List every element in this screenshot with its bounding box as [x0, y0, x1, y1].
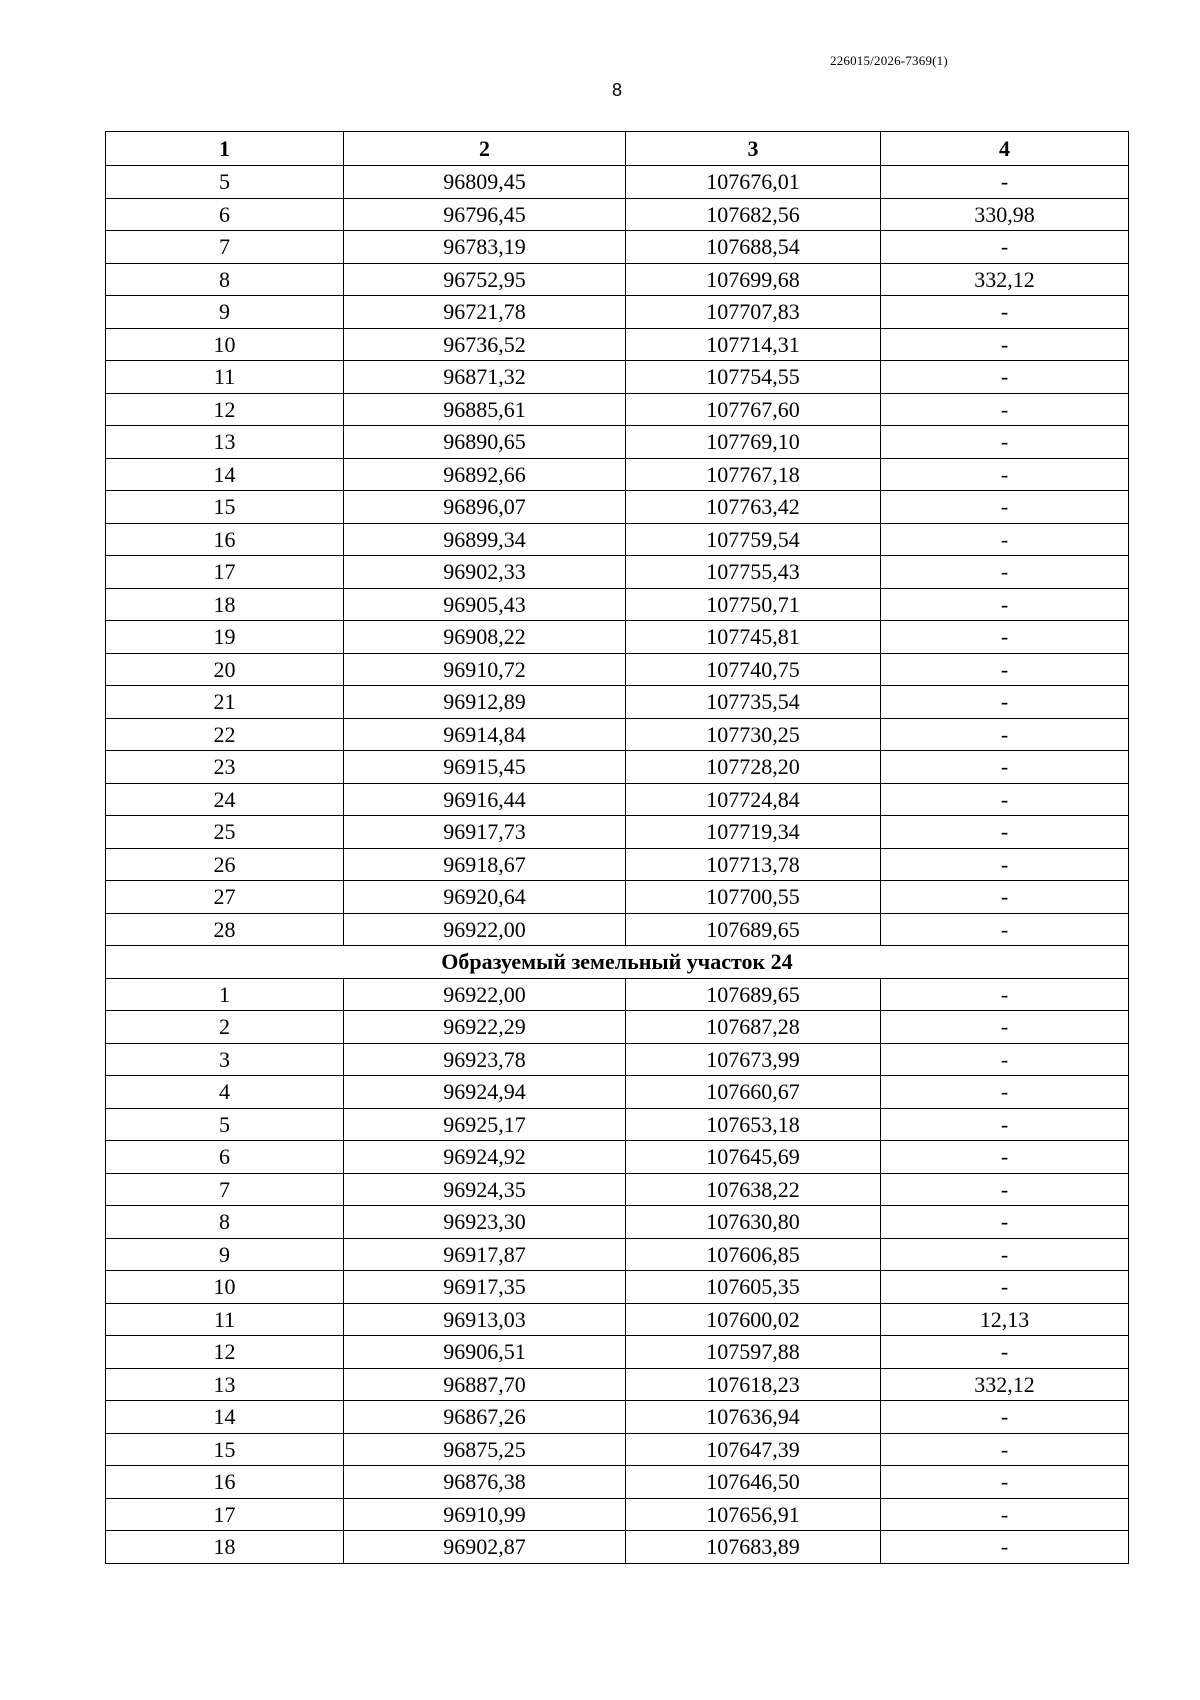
x-coordinate-cell: 96896,07 — [344, 491, 626, 524]
x-coordinate-cell: 96916,44 — [344, 783, 626, 816]
x-coordinate-cell: 96906,51 — [344, 1336, 626, 1369]
value-cell: 330,98 — [881, 198, 1129, 231]
y-coordinate-cell: 107606,85 — [626, 1238, 881, 1271]
value-cell: 332,12 — [881, 263, 1129, 296]
value-cell: - — [881, 1498, 1129, 1531]
value-cell: - — [881, 848, 1129, 881]
table-row — [106, 653, 1129, 686]
x-coordinate-cell: 96910,72 — [344, 653, 626, 686]
table-row — [106, 1531, 1129, 1564]
point-number-cell: 3 — [106, 1043, 344, 1076]
table-row — [106, 1336, 1129, 1369]
value-cell: - — [881, 1238, 1129, 1271]
section-title-row — [106, 946, 1129, 979]
x-coordinate-cell: 96875,25 — [344, 1433, 626, 1466]
y-coordinate-cell: 107707,83 — [626, 296, 881, 329]
table-row — [106, 1401, 1129, 1434]
x-coordinate-cell: 96914,84 — [344, 718, 626, 751]
y-coordinate-cell: 107638,22 — [626, 1173, 881, 1206]
value-cell: - — [881, 588, 1129, 621]
table-body — [106, 166, 1129, 1564]
value-cell: - — [881, 751, 1129, 784]
point-number-cell: 27 — [106, 881, 344, 914]
y-coordinate-cell: 107700,55 — [626, 881, 881, 914]
y-coordinate-cell: 107699,68 — [626, 263, 881, 296]
y-coordinate-cell: 107724,84 — [626, 783, 881, 816]
x-coordinate-cell: 96923,30 — [344, 1206, 626, 1239]
x-coordinate-cell: 96885,61 — [344, 393, 626, 426]
point-number-cell: 6 — [106, 1141, 344, 1174]
x-coordinate-cell: 96736,52 — [344, 328, 626, 361]
value-cell: - — [881, 523, 1129, 556]
y-coordinate-cell: 107728,20 — [626, 751, 881, 784]
x-coordinate-cell: 96915,45 — [344, 751, 626, 784]
value-cell: - — [881, 556, 1129, 589]
page-number: 8 — [612, 80, 623, 100]
point-number-cell: 4 — [106, 1076, 344, 1109]
table-row — [106, 718, 1129, 751]
y-coordinate-cell: 107714,31 — [626, 328, 881, 361]
point-number-cell: 15 — [106, 1433, 344, 1466]
y-coordinate-cell: 107660,67 — [626, 1076, 881, 1109]
value-cell: - — [881, 1076, 1129, 1109]
x-coordinate-cell: 96917,73 — [344, 816, 626, 849]
table-header — [106, 132, 1129, 166]
value-cell: - — [881, 686, 1129, 719]
table-row — [106, 1271, 1129, 1304]
point-number-cell: 17 — [106, 556, 344, 589]
point-number-cell: 6 — [106, 198, 344, 231]
header-row — [106, 132, 1129, 166]
value-cell: - — [881, 426, 1129, 459]
point-number-cell: 13 — [106, 426, 344, 459]
table-row — [106, 621, 1129, 654]
x-coordinate-cell: 96876,38 — [344, 1466, 626, 1499]
y-coordinate-cell: 107605,35 — [626, 1271, 881, 1304]
x-coordinate-cell: 96887,70 — [344, 1368, 626, 1401]
point-number-cell: 16 — [106, 1466, 344, 1499]
table-row — [106, 1108, 1129, 1141]
value-cell: - — [881, 1466, 1129, 1499]
x-coordinate-cell: 96902,87 — [344, 1531, 626, 1564]
table-row — [106, 296, 1129, 329]
table-row — [106, 393, 1129, 426]
table-row — [106, 816, 1129, 849]
table-row — [106, 458, 1129, 491]
table-row — [106, 1238, 1129, 1271]
y-coordinate-cell: 107647,39 — [626, 1433, 881, 1466]
value-cell: - — [881, 361, 1129, 394]
point-number-cell: 26 — [106, 848, 344, 881]
y-coordinate-cell: 107653,18 — [626, 1108, 881, 1141]
x-coordinate-cell: 96902,33 — [344, 556, 626, 589]
table-row — [106, 1173, 1129, 1206]
value-cell: - — [881, 296, 1129, 329]
table-row — [106, 1368, 1129, 1401]
table-row — [106, 231, 1129, 264]
table-row — [106, 1011, 1129, 1044]
y-coordinate-cell: 107763,42 — [626, 491, 881, 524]
point-number-cell: 21 — [106, 686, 344, 719]
point-number-cell: 23 — [106, 751, 344, 784]
y-coordinate-cell: 107600,02 — [626, 1303, 881, 1336]
value-cell: - — [881, 1336, 1129, 1369]
value-cell: - — [881, 1206, 1129, 1239]
y-coordinate-cell: 107750,71 — [626, 588, 881, 621]
x-coordinate-cell: 96917,35 — [344, 1271, 626, 1304]
y-coordinate-cell: 107740,75 — [626, 653, 881, 686]
table-row — [106, 426, 1129, 459]
value-cell: - — [881, 783, 1129, 816]
value-cell: - — [881, 653, 1129, 686]
table-row — [106, 913, 1129, 946]
x-coordinate-cell: 96923,78 — [344, 1043, 626, 1076]
value-cell: - — [881, 1433, 1129, 1466]
table-row — [106, 198, 1129, 231]
point-number-cell: 12 — [106, 393, 344, 426]
y-coordinate-cell: 107735,54 — [626, 686, 881, 719]
point-number-cell: 22 — [106, 718, 344, 751]
point-number-cell: 18 — [106, 588, 344, 621]
y-coordinate-cell: 107719,34 — [626, 816, 881, 849]
x-coordinate-cell: 96922,00 — [344, 978, 626, 1011]
y-coordinate-cell: 107688,54 — [626, 231, 881, 264]
x-coordinate-cell: 96920,64 — [344, 881, 626, 914]
x-coordinate-cell: 96922,00 — [344, 913, 626, 946]
y-coordinate-cell: 107689,65 — [626, 978, 881, 1011]
value-cell: - — [881, 1011, 1129, 1044]
y-coordinate-cell: 107645,69 — [626, 1141, 881, 1174]
header-cell-col-2: 2 — [344, 132, 626, 166]
table-row — [106, 361, 1129, 394]
table-row — [106, 881, 1129, 914]
value-cell: - — [881, 1108, 1129, 1141]
point-number-cell: 16 — [106, 523, 344, 556]
value-cell: - — [881, 1141, 1129, 1174]
point-number-cell: 5 — [106, 1108, 344, 1141]
y-coordinate-cell: 107713,78 — [626, 848, 881, 881]
x-coordinate-cell: 96922,29 — [344, 1011, 626, 1044]
y-coordinate-cell: 107646,50 — [626, 1466, 881, 1499]
table-row — [106, 783, 1129, 816]
value-cell: - — [881, 491, 1129, 524]
y-coordinate-cell: 107636,94 — [626, 1401, 881, 1434]
table-row — [106, 1433, 1129, 1466]
y-coordinate-cell: 107689,65 — [626, 913, 881, 946]
point-number-cell: 11 — [106, 1303, 344, 1336]
table-row — [106, 848, 1129, 881]
y-coordinate-cell: 107618,23 — [626, 1368, 881, 1401]
value-cell: - — [881, 231, 1129, 264]
x-coordinate-cell: 96752,95 — [344, 263, 626, 296]
x-coordinate-cell: 96917,87 — [344, 1238, 626, 1271]
point-number-cell: 19 — [106, 621, 344, 654]
section-title: Образуемый земельный участок 24 — [106, 946, 1129, 979]
header-cell-col-3: 3 — [626, 132, 881, 166]
value-cell: - — [881, 1043, 1129, 1076]
value-cell: - — [881, 913, 1129, 946]
point-number-cell: 17 — [106, 1498, 344, 1531]
point-number-cell: 10 — [106, 328, 344, 361]
x-coordinate-cell: 96912,89 — [344, 686, 626, 719]
x-coordinate-cell: 96809,45 — [344, 166, 626, 199]
point-number-cell: 28 — [106, 913, 344, 946]
y-coordinate-cell: 107683,89 — [626, 1531, 881, 1564]
table-row — [106, 1206, 1129, 1239]
point-number-cell: 14 — [106, 1401, 344, 1434]
point-number-cell: 10 — [106, 1271, 344, 1304]
y-coordinate-cell: 107769,10 — [626, 426, 881, 459]
x-coordinate-cell: 96783,19 — [344, 231, 626, 264]
value-cell: - — [881, 621, 1129, 654]
table-row — [106, 1303, 1129, 1336]
table-row — [106, 523, 1129, 556]
x-coordinate-cell: 96925,17 — [344, 1108, 626, 1141]
value-cell: - — [881, 718, 1129, 751]
point-number-cell: 2 — [106, 1011, 344, 1044]
point-number-cell: 5 — [106, 166, 344, 199]
value-cell: - — [881, 458, 1129, 491]
value-cell: - — [881, 1173, 1129, 1206]
point-number-cell: 20 — [106, 653, 344, 686]
x-coordinate-cell: 96924,92 — [344, 1141, 626, 1174]
point-number-cell: 1 — [106, 978, 344, 1011]
y-coordinate-cell: 107676,01 — [626, 166, 881, 199]
y-coordinate-cell: 107687,28 — [626, 1011, 881, 1044]
x-coordinate-cell: 96924,94 — [344, 1076, 626, 1109]
value-cell: - — [881, 978, 1129, 1011]
header-cell-col-4: 4 — [881, 132, 1129, 166]
x-coordinate-cell: 96905,43 — [344, 588, 626, 621]
y-coordinate-cell: 107745,81 — [626, 621, 881, 654]
x-coordinate-cell: 96899,34 — [344, 523, 626, 556]
value-cell: 332,12 — [881, 1368, 1129, 1401]
point-number-cell: 9 — [106, 1238, 344, 1271]
y-coordinate-cell: 107630,80 — [626, 1206, 881, 1239]
y-coordinate-cell: 107730,25 — [626, 718, 881, 751]
point-number-cell: 24 — [106, 783, 344, 816]
x-coordinate-cell: 96867,26 — [344, 1401, 626, 1434]
table-row — [106, 751, 1129, 784]
x-coordinate-cell: 96913,03 — [344, 1303, 626, 1336]
point-number-cell: 15 — [106, 491, 344, 524]
table-row — [106, 1498, 1129, 1531]
y-coordinate-cell: 107673,99 — [626, 1043, 881, 1076]
value-cell: - — [881, 881, 1129, 914]
x-coordinate-cell: 96910,99 — [344, 1498, 626, 1531]
point-number-cell: 7 — [106, 231, 344, 264]
table-row — [106, 1141, 1129, 1174]
value-cell: - — [881, 328, 1129, 361]
y-coordinate-cell: 107767,60 — [626, 393, 881, 426]
value-cell: - — [881, 166, 1129, 199]
point-number-cell: 8 — [106, 1206, 344, 1239]
y-coordinate-cell: 107656,91 — [626, 1498, 881, 1531]
point-number-cell: 9 — [106, 296, 344, 329]
x-coordinate-cell: 96890,65 — [344, 426, 626, 459]
value-cell: 12,13 — [881, 1303, 1129, 1336]
x-coordinate-cell: 96892,66 — [344, 458, 626, 491]
x-coordinate-cell: 96924,35 — [344, 1173, 626, 1206]
table-row — [106, 1076, 1129, 1109]
table-row — [106, 328, 1129, 361]
point-number-cell: 7 — [106, 1173, 344, 1206]
coordinates-table — [105, 131, 1129, 1564]
table-row — [106, 588, 1129, 621]
value-cell: - — [881, 1401, 1129, 1434]
x-coordinate-cell: 96871,32 — [344, 361, 626, 394]
x-coordinate-cell: 96918,67 — [344, 848, 626, 881]
table-row — [106, 978, 1129, 1011]
x-coordinate-cell: 96908,22 — [344, 621, 626, 654]
point-number-cell: 12 — [106, 1336, 344, 1369]
y-coordinate-cell: 107759,54 — [626, 523, 881, 556]
table-row — [106, 556, 1129, 589]
point-number-cell: 25 — [106, 816, 344, 849]
point-number-cell: 11 — [106, 361, 344, 394]
value-cell: - — [881, 816, 1129, 849]
y-coordinate-cell: 107597,88 — [626, 1336, 881, 1369]
point-number-cell: 8 — [106, 263, 344, 296]
y-coordinate-cell: 107754,55 — [626, 361, 881, 394]
point-number-cell: 14 — [106, 458, 344, 491]
document-number: 226015/2026-7369(1) — [830, 53, 948, 68]
y-coordinate-cell: 107682,56 — [626, 198, 881, 231]
y-coordinate-cell: 107755,43 — [626, 556, 881, 589]
y-coordinate-cell: 107767,18 — [626, 458, 881, 491]
table-row — [106, 166, 1129, 199]
table-row — [106, 491, 1129, 524]
table-row — [106, 1043, 1129, 1076]
x-coordinate-cell: 96721,78 — [344, 296, 626, 329]
table-row — [106, 686, 1129, 719]
point-number-cell: 18 — [106, 1531, 344, 1564]
table-row — [106, 263, 1129, 296]
table-row — [106, 1466, 1129, 1499]
value-cell: - — [881, 393, 1129, 426]
value-cell: - — [881, 1531, 1129, 1564]
header-cell-col-1: 1 — [106, 132, 344, 166]
x-coordinate-cell: 96796,45 — [344, 198, 626, 231]
point-number-cell: 13 — [106, 1368, 344, 1401]
value-cell: - — [881, 1271, 1129, 1304]
